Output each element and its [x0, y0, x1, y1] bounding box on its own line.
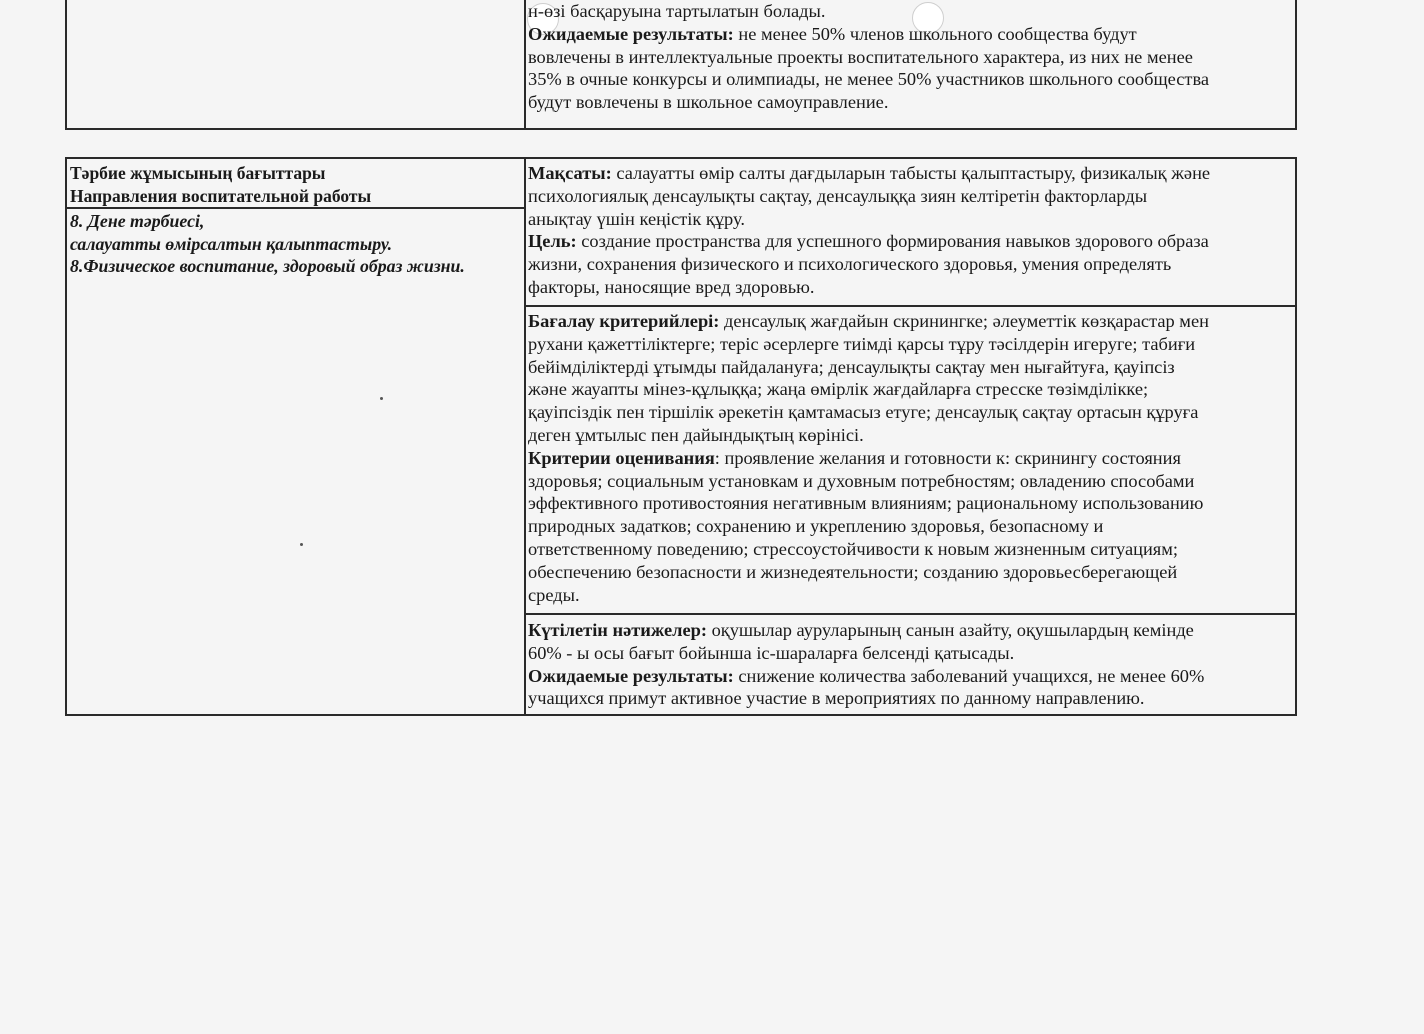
goal-ru-text: создание пространства для успешного формирования навыков здорового образа жизни, сохранения физического и психологического здоровья, умения определять факторы, наносящие вред здоровью.	[528, 231, 1209, 297]
direction-line-3: 8.Физическое воспитание, здоровый образ жизни.	[70, 256, 465, 276]
left-header-divider	[67, 207, 524, 209]
direction-line-2: салауатты өмірсалтын қалыптастыру.	[70, 233, 393, 254]
results-ru-label: Ожидаемые результаты:	[528, 665, 734, 686]
criteria-cell	[528, 310, 1288, 606]
heading-ru: Направления воспитательной работы	[70, 185, 372, 206]
directions-heading	[70, 162, 520, 207]
continuation-cell	[528, 0, 1288, 114]
continuation-text: н-өзі басқаруына тартылатын болады.	[528, 1, 826, 21]
results-kz-label: Күтілетін нәтижелер:	[528, 620, 707, 640]
goal-kz-text: салауатты өмір салты дағдыларын табысты қалыптастыру, физикалық және психологиялық денсаулықты сақтау, денсаулыққа зиян келтіретін факторларды анықтау үшін кеңістік құру.	[528, 163, 1211, 229]
criteria-ru-text: : проявление желания и готовности к: скринингу состояния здоровья; социальным установкам и духовным потребностям; овладению способами эффективного противостояния негативным влияниям; рациональному использованию природных задатков; сохранению и укреплению здоровья, безопасному и ответственному поведению; стрессоустойчивости к новым жизненным ситуациям; обеспечению безопасности и жизнедеятельности; созданию здоровьесберегающей среды.	[528, 447, 1204, 605]
goal-divider	[524, 305, 1295, 307]
goal-cell	[528, 162, 1288, 299]
heading-kz: Тәрбие жұмысының бағыттары	[70, 163, 326, 183]
column-divider	[524, 159, 526, 714]
goal-kz-label: Мақсаты:	[528, 163, 612, 183]
table-direction-8	[65, 157, 1297, 716]
goal-ru-label: Цель:	[528, 231, 577, 252]
results-cell	[528, 619, 1288, 710]
results-label: Ожидаемые результаты:	[528, 23, 734, 44]
table-continuation	[65, 0, 1297, 130]
column-divider	[524, 0, 526, 128]
results-text: не менее 50% членов школьного сообщества будут вовлечены в интеллектуальные проекты воспитательного характера, из них не менее 35% в очные конкурсы и олимпиады, не менее 50% участников школьного сообщества будут вовлечены в школьное самоуправление.	[528, 23, 1210, 113]
results-ru-text: снижение количества заболеваний учащихся, не менее 60% учащихся примут активное участие в мероприятиях по данному направлению.	[528, 665, 1205, 709]
criteria-ru-label: Критерии оценивания	[528, 447, 715, 468]
criteria-divider	[524, 613, 1295, 615]
results-kz-text: оқушылар ауруларының санын азайту, оқушылардың кемінде 60% - ы осы бағыт бойынша іс-шараларға белсенді қатысады.	[528, 620, 1194, 663]
criteria-kz-text: денсаулық жағдайын скринингке; әлеуметтік көзқарастар мен рухани қажеттіліктерге; теріс әсерлерге тиімді қарсы тұру тәсілдерін игеруге; табиғи бейімділіктерді ұтымды пайдалануға; денсаулықты сақтау мен нығайтуға, қауіпсіз және жауапты мінез-құлыққа; жаңа өмірлік жағдайларға стресске төзімділікке; қауіпсіздік пен тіршілік әрекетін қамтамасыз етуге; денсаулық сақтау ортасын құруға деген ұмтылыс пен дайындықтың көрінісі.	[528, 311, 1209, 445]
direction-title	[70, 210, 522, 278]
direction-line-1: 8. Дене тәрбиесі,	[70, 211, 205, 231]
criteria-kz-label: Бағалау критерийлері:	[528, 311, 720, 331]
